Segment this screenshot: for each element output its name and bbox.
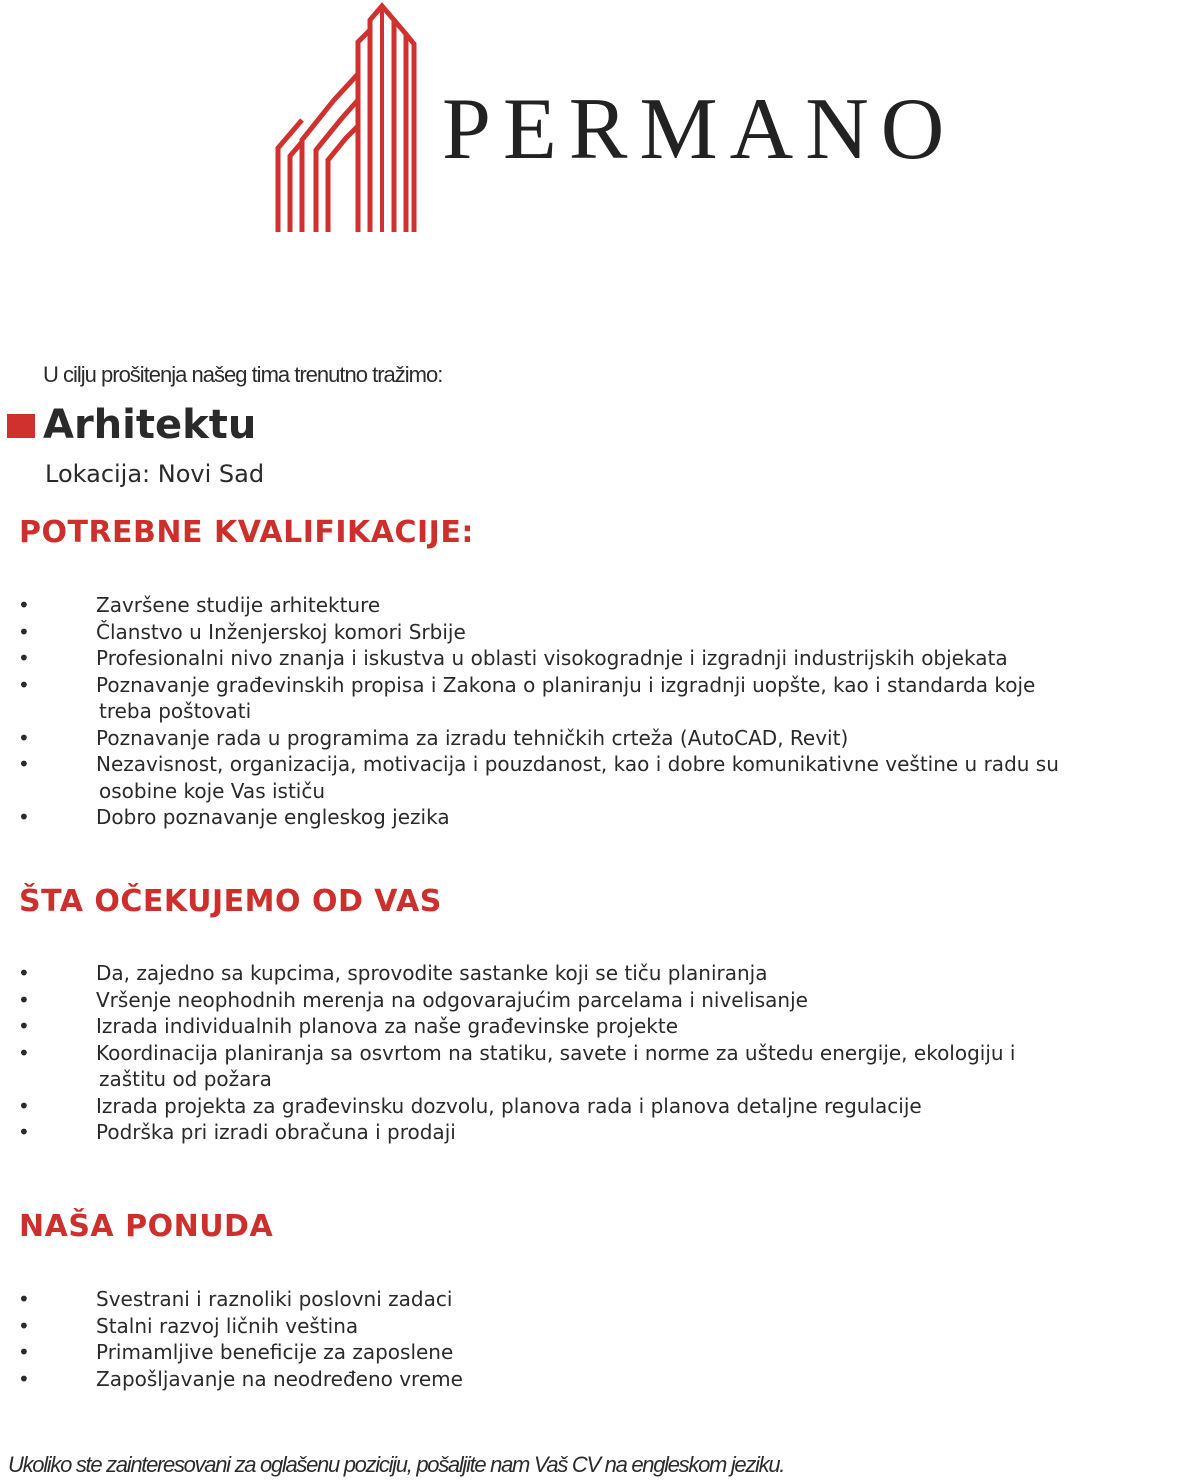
list-item xyxy=(0,1313,1200,1340)
intro-text: U cilju prošitenja našeg tima trenutno tražimo: xyxy=(43,362,443,387)
list-item xyxy=(0,960,1200,987)
list-item xyxy=(0,725,1200,752)
list-item xyxy=(0,592,1200,619)
list-item-text: Dobro poznavanje engleskog jezika xyxy=(96,805,450,829)
bullet-icon: • xyxy=(18,805,30,829)
list-item xyxy=(0,1013,1200,1040)
list-item xyxy=(0,1040,1200,1093)
company-logo xyxy=(272,0,972,240)
list-item-text: zaštitu od požara xyxy=(99,1067,272,1091)
list-item-text: Završene studije arhitekture xyxy=(96,593,381,617)
section-title-expectations: ŠTA OČEKUJEMO OD VAS xyxy=(19,884,442,919)
bullet-icon: • xyxy=(18,1040,30,1065)
qualifications-list xyxy=(0,592,1200,831)
list-item-text: Profesionalni nivo znanja i iskustva u oblasti visokogradnje i izgradnji industrijskih objekata xyxy=(96,646,1008,670)
list-item-text: Svestrani i raznoliki poslovni zadaci xyxy=(96,1287,453,1311)
list-item xyxy=(0,1119,1200,1146)
list-item-text: Poznavanje rada u programima za izradu tehničkih crteža (AutoCAD, Revit) xyxy=(96,725,849,750)
list-item-text: Vršenje neophodnih merenja na odgovarajućim parcelama i nivelisanje xyxy=(96,987,808,1012)
list-item-text: Stalni razvoj ličnih veština xyxy=(96,1313,359,1338)
bullet-icon: • xyxy=(18,987,30,1012)
list-item xyxy=(0,1339,1200,1366)
list-item-text: Nezavisnost, organizacija, motivacija i pouzdanost, kao i dobre komunikativne veštine u radu su xyxy=(96,752,1059,776)
list-item xyxy=(0,1093,1200,1120)
list-item xyxy=(0,804,1200,831)
section-title-offer: NAŠA PONUDA xyxy=(19,1209,274,1244)
expectations-list xyxy=(0,960,1200,1146)
job-location: Lokacija: Novi Sad xyxy=(45,460,265,488)
list-item-text: Članstvo u Inženjerskoj komori Srbije xyxy=(96,619,466,644)
job-title: Arhitektu xyxy=(43,402,257,448)
brand-wordmark: PERMANO xyxy=(442,81,957,178)
bullet-icon: • xyxy=(18,1014,30,1038)
list-item xyxy=(0,987,1200,1014)
bullet-icon: • xyxy=(18,725,30,750)
bullet-icon: • xyxy=(18,1340,30,1364)
bullet-icon: • xyxy=(18,1313,30,1338)
list-item xyxy=(0,1286,1200,1313)
list-item-text: Izrada projekta za građevinsku dozvolu, planova rada i planova detaljne regulacije xyxy=(96,1093,922,1118)
list-item-text: Poznavanje građevinskih propisa i Zakona o planiranju i izgradnji uopšte, kao i standarda koje xyxy=(96,672,1036,697)
list-item-text: Koordinacija planiranja sa osvrtom na statiku, savete i norme za uštedu energije, ekologiju i xyxy=(96,1040,1016,1065)
bullet-icon: • xyxy=(18,1287,30,1311)
building-logo-icon xyxy=(272,0,422,240)
bullet-icon: • xyxy=(18,619,30,644)
footer-note: Ukoliko ste zainteresovani za oglašenu poziciju, pošaljite nam Vaš CV na engleskom jeziku. xyxy=(8,1452,785,1477)
bullet-icon: • xyxy=(18,593,30,617)
section-title-qualifications: POTREBNE KVALIFIKACIJE: xyxy=(19,515,474,550)
bullet-icon: • xyxy=(18,1366,30,1391)
list-item-text: Podrška pri izradi obračuna i prodaji xyxy=(96,1120,456,1144)
list-item xyxy=(0,672,1200,725)
list-item xyxy=(0,1366,1200,1393)
list-item xyxy=(0,645,1200,672)
job-title-marker xyxy=(7,414,35,438)
bullet-icon: • xyxy=(18,1093,30,1118)
list-item-text: osobine koje Vas ističu xyxy=(99,778,326,803)
list-item-text: Da, zajedno sa kupcima, sprovodite sastanke koji se tiču planiranja xyxy=(96,961,768,985)
bullet-icon: • xyxy=(18,672,30,697)
list-item-text: Izrada individualnih planova za naše građevinske projekte xyxy=(96,1014,679,1038)
offer-list xyxy=(0,1286,1200,1392)
bullet-icon: • xyxy=(18,646,30,670)
list-item-text: Zapošljavanje na neodređeno vreme xyxy=(96,1366,463,1391)
bullet-icon: • xyxy=(18,752,30,776)
bullet-icon: • xyxy=(18,1120,30,1144)
list-item xyxy=(0,619,1200,646)
bullet-icon: • xyxy=(18,961,30,985)
list-item-text: Primamljive beneficije za zaposlene xyxy=(96,1340,454,1364)
list-item-text: treba poštovati xyxy=(99,699,252,723)
list-item xyxy=(0,751,1200,804)
